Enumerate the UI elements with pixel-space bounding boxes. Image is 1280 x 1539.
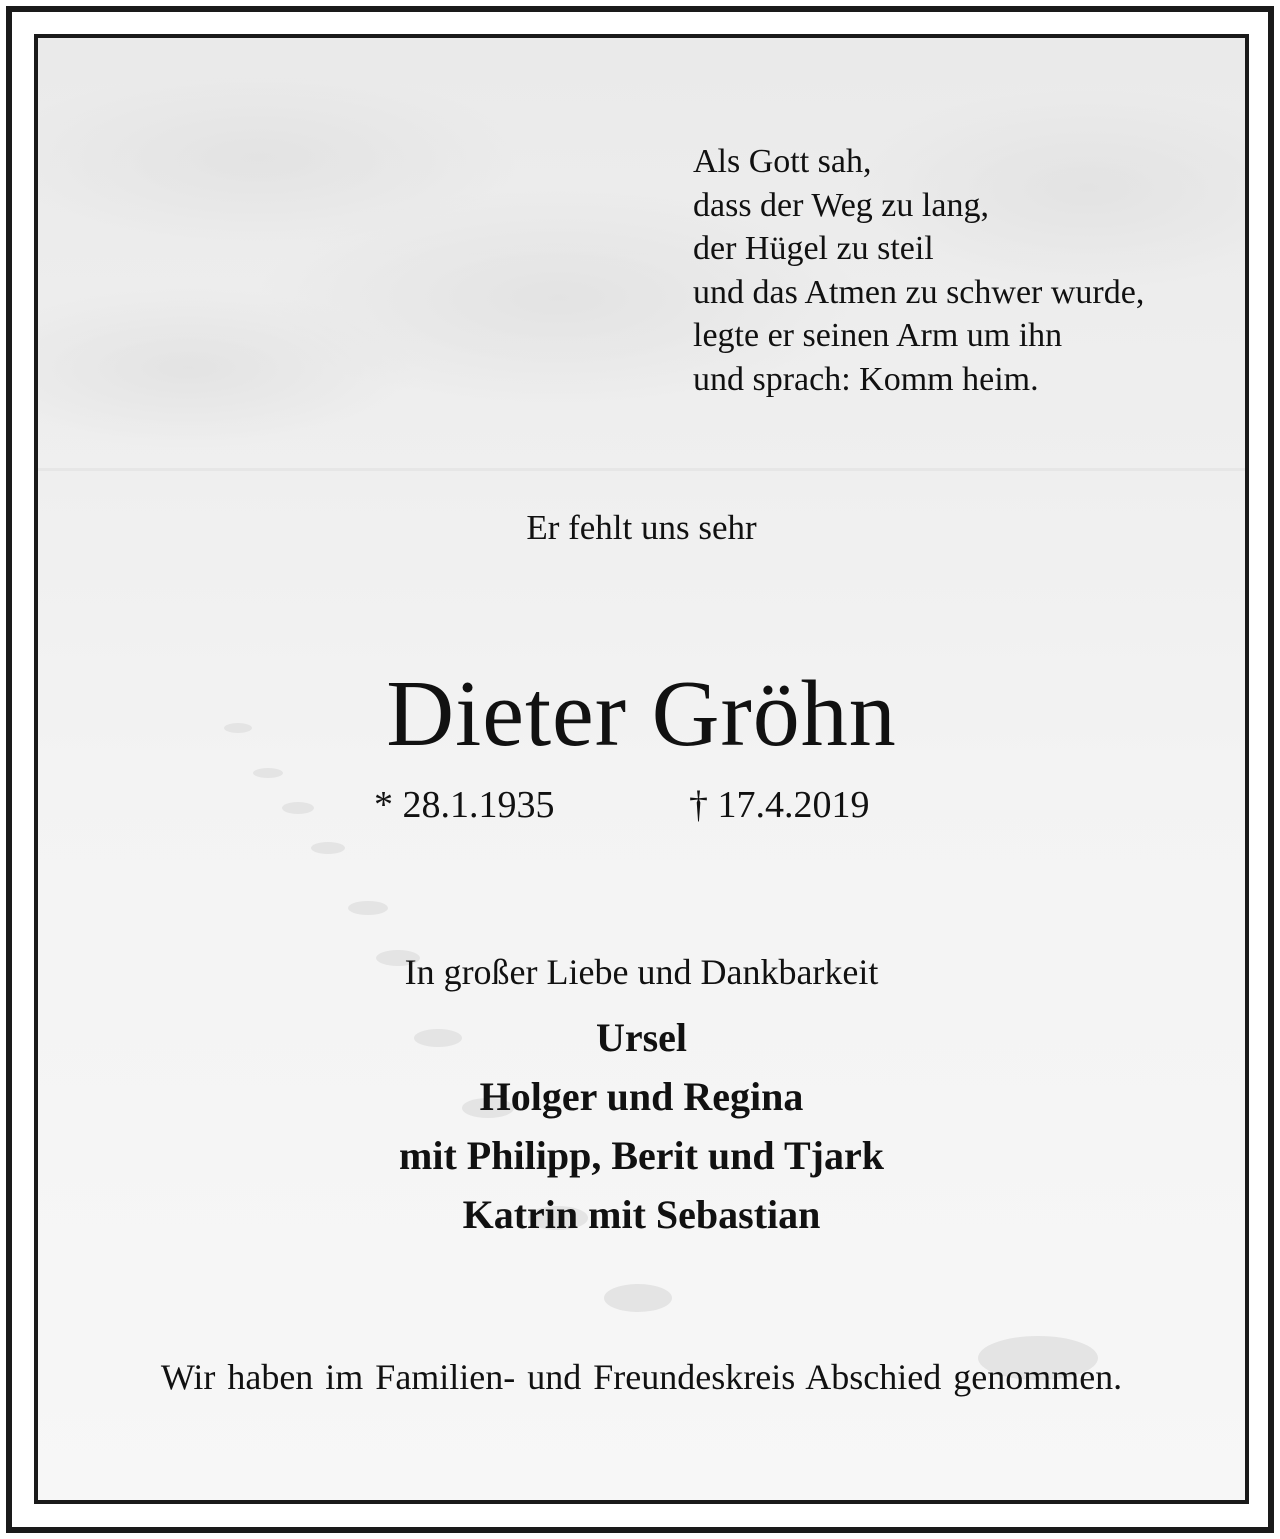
obituary-frame bbox=[34, 34, 1249, 1504]
poem-line: und sprach: Komm heim. bbox=[693, 360, 1039, 398]
family-member: mit Philipp, Berit und Tjark bbox=[399, 1133, 884, 1178]
birth-date: * 28.1.1935 bbox=[374, 784, 555, 826]
poem-line: dass der Weg zu lang, bbox=[693, 186, 989, 224]
missed-text: Er fehlt uns sehr bbox=[526, 508, 757, 547]
farewell-text: Wir haben im Familien- und Freundeskreis Abschied genommen. bbox=[160, 1357, 1123, 1397]
love-text: In großer Liebe und Dankbarkeit bbox=[404, 952, 879, 992]
poem-line: und das Atmen zu schwer wurde, bbox=[693, 273, 1145, 311]
family-members bbox=[38, 1008, 1245, 1244]
family-member: Holger und Regina bbox=[479, 1074, 804, 1119]
poem-line: der Hügel zu steil bbox=[693, 230, 934, 267]
family-member: Ursel bbox=[595, 1015, 688, 1060]
poem-line: legte er seinen Arm um ihn bbox=[693, 317, 1063, 354]
poem-line: Als Gott sah, bbox=[693, 143, 872, 180]
death-date: † 17.4.2019 bbox=[689, 784, 870, 826]
deceased-name: Dieter Gröhn bbox=[386, 662, 897, 766]
family-member: Katrin mit Sebastian bbox=[462, 1192, 821, 1237]
poem bbox=[693, 140, 1144, 401]
